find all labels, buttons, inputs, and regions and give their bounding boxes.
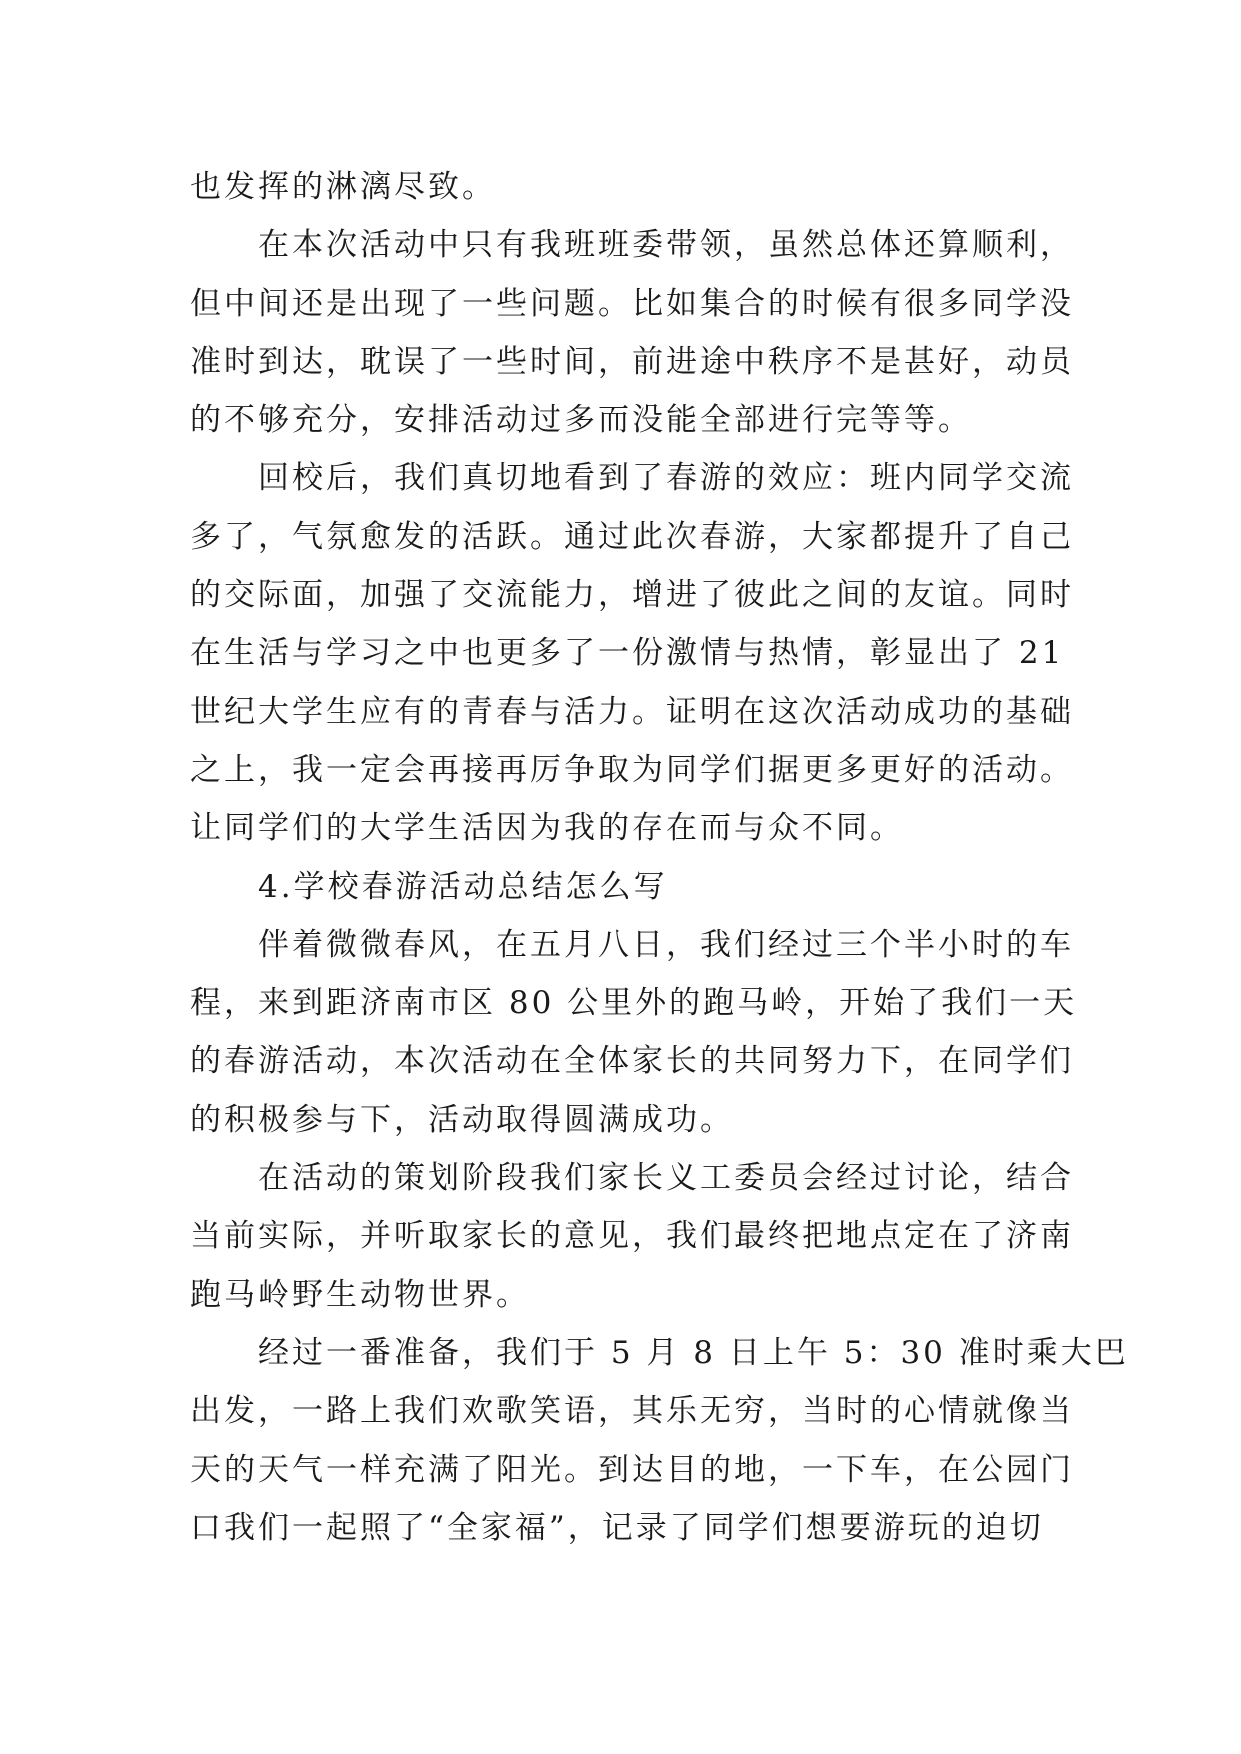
text-line: 的交际面，加强了交流能力，增进了彼此之间的友谊。同时 bbox=[190, 577, 1074, 614]
text-line: 让同学们的大学生活因为我的存在而与众不同。 bbox=[190, 810, 904, 847]
text-line: 出发，一路上我们欢歌笑语，其乐无穷，当时的心情就像当 bbox=[190, 1393, 1074, 1430]
text-line: 口我们一起照了“全家福”，记录了同学们想要游玩的迫切 bbox=[190, 1509, 1044, 1546]
text-line: 在活动的策划阶段我们家长义工委员会经过讨论，结合 bbox=[190, 1160, 1074, 1197]
text-line: 经过一番准备，我们于 5 月 8 日上午 5：30 准时乘大巴 bbox=[190, 1334, 1129, 1371]
text-line: 准时到达，耽误了一些时间，前进途中秩序不是甚好，动员 bbox=[190, 343, 1074, 380]
section-heading: 4.学校春游活动总结怎么写 bbox=[190, 868, 668, 905]
text-line: 当前实际，并听取家长的意见，我们最终把地点定在了济南 bbox=[190, 1218, 1074, 1255]
text-line: 的春游活动，本次活动在全体家长的共同努力下，在同学们 bbox=[190, 1043, 1074, 1080]
text-line: 跑马岭野生动物世界。 bbox=[190, 1276, 530, 1313]
text-line: 在生活与学习之中也更多了一份激情与热情，彰显出了 21 bbox=[190, 635, 1065, 672]
text-line: 程，来到距济南市区 80 公里外的跑马岭，开始了我们一天 bbox=[190, 985, 1078, 1022]
body-text bbox=[190, 158, 1129, 1557]
text-line: 但中间还是出现了一些问题。比如集合的时候有很多同学没 bbox=[190, 285, 1074, 322]
text-line: 伴着微微春风，在五月八日，我们经过三个半小时的车 bbox=[190, 926, 1074, 963]
text-line: 世纪大学生应有的青春与活力。证明在这次活动成功的基础 bbox=[190, 693, 1074, 730]
text-line: 回校后，我们真切地看到了春游的效应：班内同学交流 bbox=[190, 460, 1074, 497]
text-line: 的不够充分，安排活动过多而没能全部进行完等等。 bbox=[190, 402, 972, 439]
text-line: 之上，我一定会再接再厉争取为同学们据更多更好的活动。 bbox=[190, 751, 1074, 788]
text-line: 在本次活动中只有我班班委带领，虽然总体还算顺利， bbox=[190, 227, 1074, 264]
text-line: 的积极参与下，活动取得圆满成功。 bbox=[190, 1101, 734, 1138]
text-line: 天的天气一样充满了阳光。到达目的地，一下车，在公园门 bbox=[190, 1451, 1074, 1488]
text-line: 多了，气氛愈发的活跃。通过此次春游，大家都提升了自己 bbox=[190, 518, 1074, 555]
text-line: 也发挥的淋漓尽致。 bbox=[190, 169, 496, 205]
